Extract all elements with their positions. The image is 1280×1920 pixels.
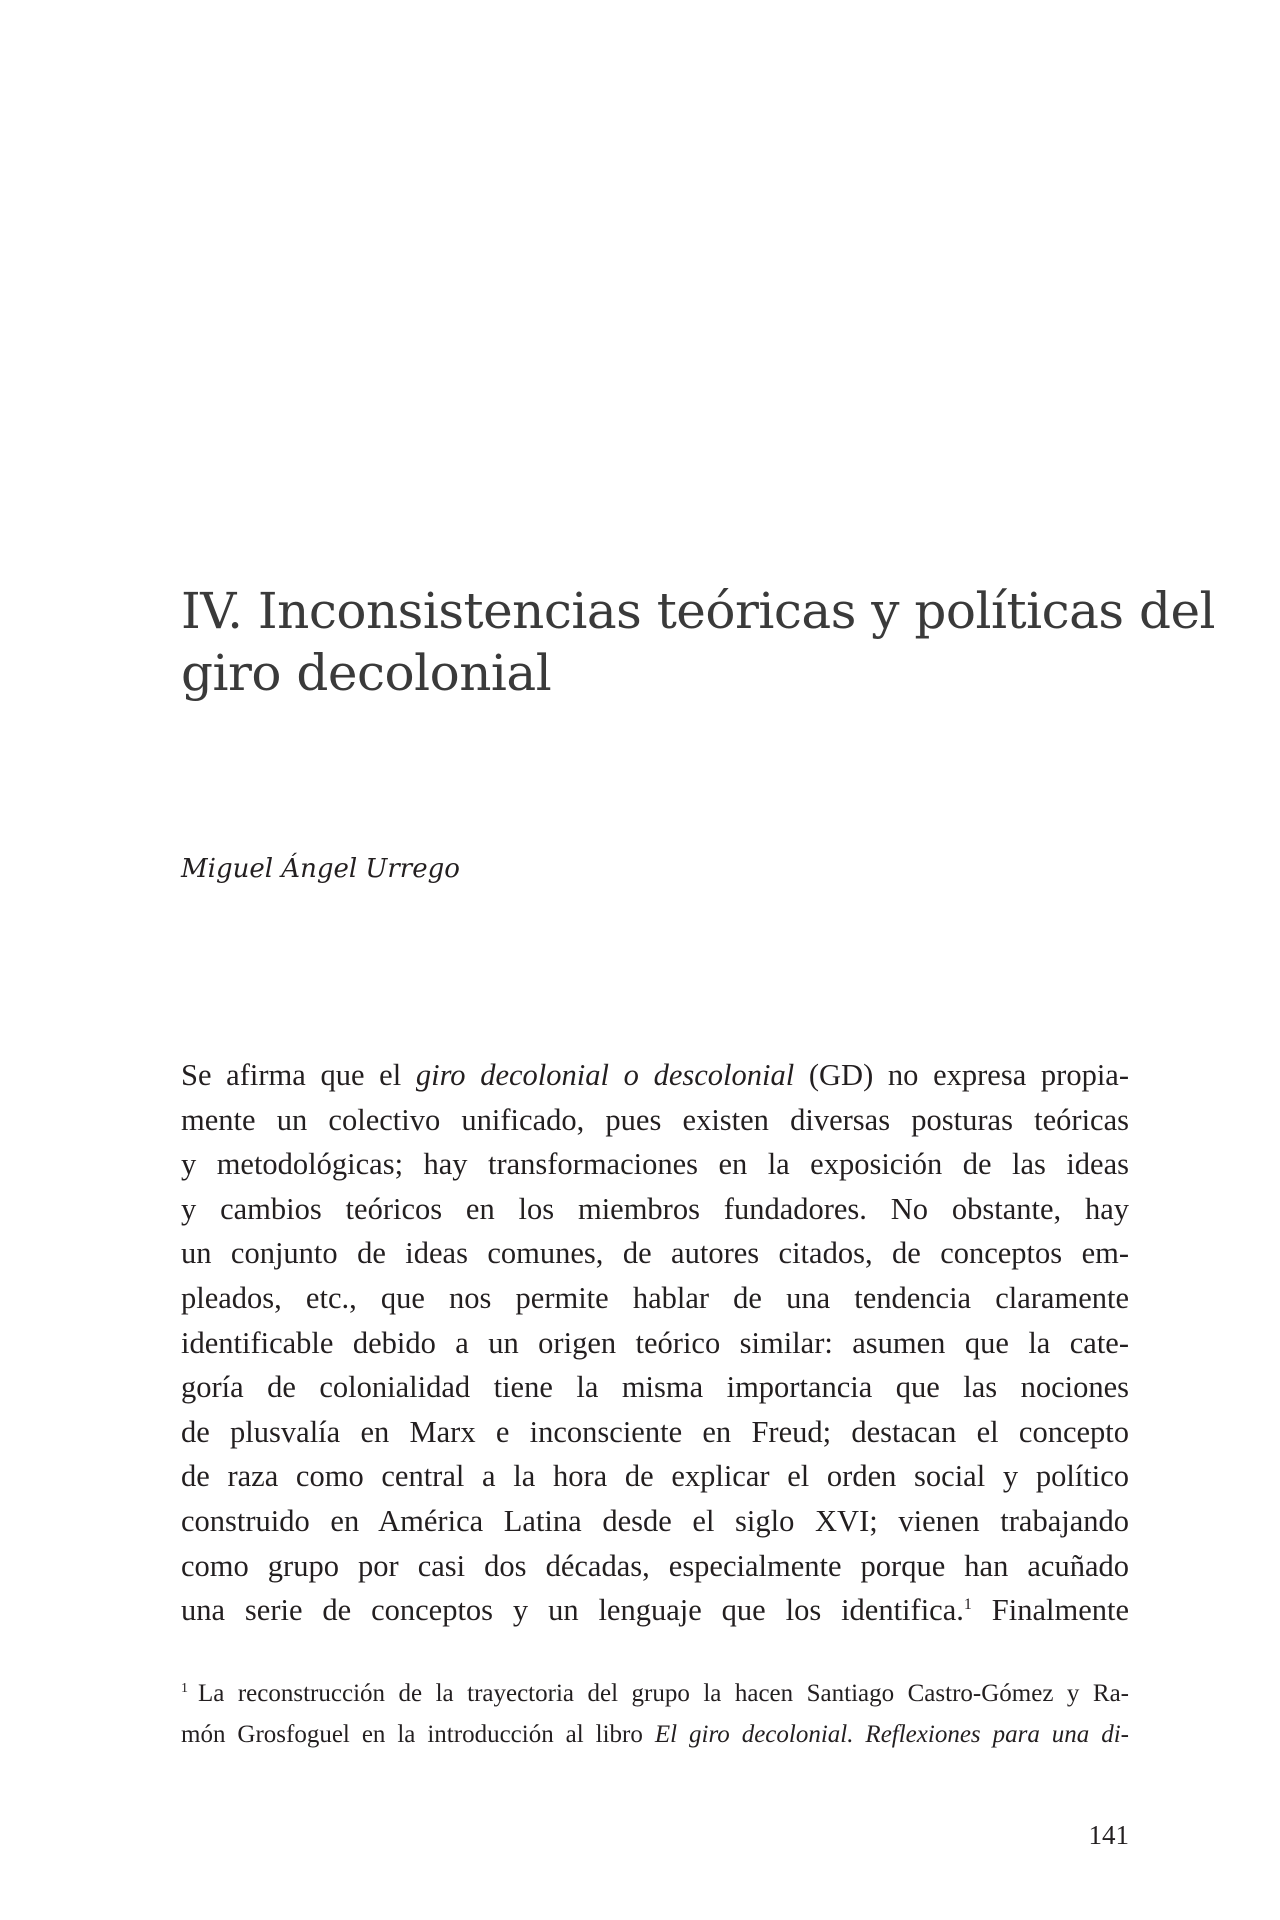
body-line: como grupo por casi dos décadas, especialmente porque han acuñado xyxy=(181,1548,1129,1583)
body-line xyxy=(181,1053,1129,1098)
emphasis-term: giro decolonial o descolonial xyxy=(415,1058,795,1092)
body-line: pleados, etc., que nos permite hablar de una tendencia claramente xyxy=(181,1280,1129,1315)
footnote-mark: 1 xyxy=(181,1680,188,1696)
body-text-run: Finalmente xyxy=(971,1593,1129,1628)
footnote-text-run: La reconstrucción de la trayectoria del grupo la hacen Santiago Castro-Gómez y Ra- xyxy=(198,1680,1129,1707)
body-line: construido en América Latina desde el siglo XVI; vienen trabajando xyxy=(181,1503,1129,1538)
footnote-reference[interactable]: 1 xyxy=(963,1595,972,1613)
body-text-run: (GD) no expresa propia- xyxy=(794,1058,1129,1092)
footnote-line xyxy=(181,1673,1129,1714)
author-name: Miguel Ángel Urrego xyxy=(181,854,460,884)
body-line: de plusvalía en Marx e inconsciente en Freud; destacan el concepto xyxy=(181,1414,1129,1449)
body-line: de raza como central a la hora de explicar el orden social y político xyxy=(181,1459,1129,1494)
body-line: mente un colectivo unificado, pues existen diversas posturas teóricas xyxy=(181,1102,1129,1137)
body-line: identificable debido a un origen teórico similar: asumen que la cate- xyxy=(181,1325,1129,1360)
footnote xyxy=(181,1673,1129,1755)
body-line: un conjunto de ideas comunes, de autores citados, de conceptos em- xyxy=(181,1236,1129,1271)
footnote-line xyxy=(181,1714,1129,1755)
body-text-run: Se afirma que el xyxy=(181,1058,416,1092)
body-line: goría de colonialidad tiene la misma importancia que las nociones xyxy=(181,1370,1129,1405)
chapter-title-line-1: IV. Inconsistencias teóricas y políticas del xyxy=(181,582,1216,640)
body-line xyxy=(181,1588,1129,1633)
chapter-title xyxy=(181,580,1216,704)
footnote-text-run: món Grosfoguel en la introducción al libro xyxy=(181,1721,655,1748)
chapter-title-line-2: giro decolonial xyxy=(181,644,552,702)
page-number: 141 xyxy=(1088,1820,1129,1850)
book-title: El giro decolonial. Reflexiones para una di- xyxy=(654,1721,1129,1748)
body-line: y cambios teóricos en los miembros fundadores. No obstante, hay xyxy=(181,1191,1129,1226)
body-text-run: una serie de conceptos y un lenguaje que los identifica. xyxy=(181,1593,964,1628)
body-line: y metodológicas; hay transformaciones en la exposición de las ideas xyxy=(181,1147,1129,1182)
body-paragraph xyxy=(181,1053,1129,1633)
